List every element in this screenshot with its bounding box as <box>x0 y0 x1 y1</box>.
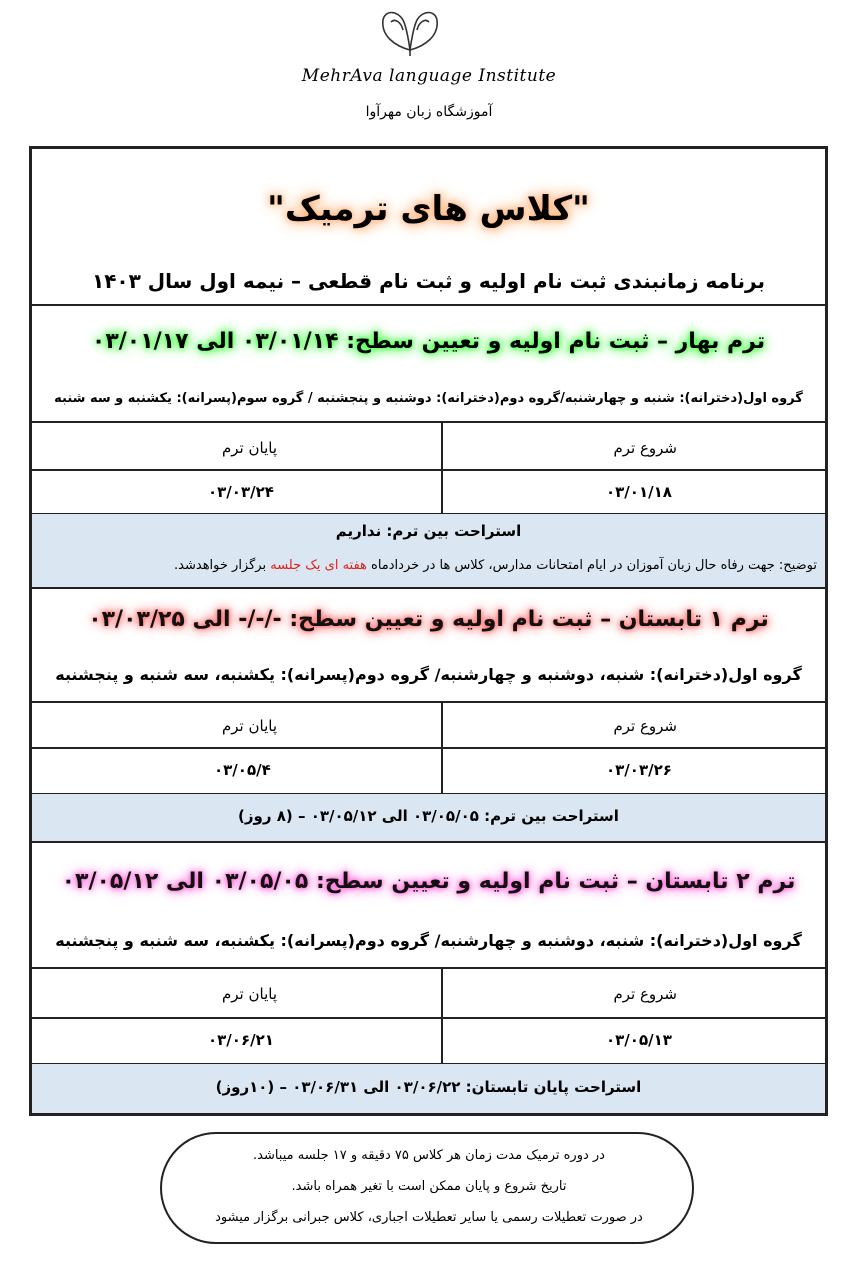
column-divider <box>441 421 443 513</box>
break-band <box>32 794 825 841</box>
butterfly-icon <box>375 6 445 58</box>
break-2-title: استراحت بین ترم: ۰۳/۰۵/۰۵ الی ۰۳/۰۵/۱۲ – (۸ روز) <box>238 807 619 825</box>
divider <box>32 701 825 703</box>
term-spring-end-label: پایان ترم <box>221 439 277 457</box>
divider <box>32 1017 825 1019</box>
term-summer2-heading: ترم ۲ تابستان – ثبت نام اولیه و تعیین سطح: ۰۳/۰۵/۰۵ الی ۰۳/۰۵/۱۲ <box>61 869 796 894</box>
brand-name-fa: آموزشگاه زبان مهرآوا <box>365 104 493 120</box>
page-header <box>0 0 858 140</box>
footer-line-2: تاریخ شروع و پایان ممکن است با تغیر همراه باشد. <box>291 1179 567 1194</box>
column-divider <box>441 701 443 793</box>
term-spring-start-value: ۰۳/۰۱/۱۸ <box>606 483 672 501</box>
column-divider <box>441 967 443 1063</box>
term-spring-heading: ترم بهار – ثبت نام اولیه و تعیین سطح: ۰۳/۰۱/۱۴ الی ۰۳/۰۱/۱۷ <box>91 329 766 354</box>
note-text-end: برگزار خواهدشد. <box>174 558 271 573</box>
term-spring-end-value: ۰۳/۰۳/۲۴ <box>208 483 274 501</box>
term-summer1-groups: گروه اول(دخترانه): شنبه، دوشنبه و چهارشنبه/ گروه دوم(پسرانه): یکشنبه، سه شنبه و پنجشنبه <box>55 665 802 684</box>
divider <box>32 421 825 423</box>
divider <box>32 841 825 843</box>
break-3-title: استراحت پایان تابستان: ۰۳/۰۶/۲۲ الی ۰۳/۰۶/۳۱ – (۱۰روز) <box>215 1078 642 1096</box>
term-summer2-groups: گروه اول(دخترانه): شنبه، دوشنبه و چهارشنبه/ گروه دوم(پسرانه): یکشنبه، سه شنبه و پنجشنبه <box>55 931 802 950</box>
divider <box>32 747 825 749</box>
term-summer2-start-label: شروع ترم <box>613 985 677 1003</box>
document-subtitle: برنامه زمانبندی ثبت نام اولیه و ثبت نام قطعی – نیمه اول سال ۱۴۰۳ <box>91 269 765 293</box>
term-summer1-heading: ترم ۱ تابستان – ثبت نام اولیه و تعیین سطح: -/-/- الی ۰۳/۰۳/۲۵ <box>88 607 769 632</box>
note-highlight: هفته ای یک جلسه <box>270 558 367 573</box>
brand-name-en: MehrAva language Institute <box>301 66 557 86</box>
footer-note <box>160 1132 694 1244</box>
term-summer1-end-label: پایان ترم <box>221 717 277 735</box>
break-1-note <box>174 558 817 573</box>
term-summer1-start-value: ۰۳/۰۳/۲۶ <box>606 761 672 779</box>
divider <box>32 587 825 589</box>
note-text: توضیح: جهت رفاه حال زبان آموزان در ایام امتحانات مدارس، کلاس ها در خردادماه <box>366 558 817 573</box>
document-title: "کلاس های ترمیک" <box>267 189 590 229</box>
divider <box>32 304 825 306</box>
divider <box>32 967 825 969</box>
footer-line-1: در دوره ترمیک مدت زمان هر کلاس ۷۵ دقیقه و ۱۷ جلسه میباشد. <box>253 1148 605 1163</box>
term-summer2-end-label: پایان ترم <box>221 985 277 1003</box>
term-summer2-start-value: ۰۳/۰۵/۱۳ <box>606 1031 672 1049</box>
footer-line-3: در صورت تعطیلات رسمی یا سایر تعطیلات اجباری، کلاس جبرانی برگزار میشود <box>215 1210 643 1225</box>
schedule-frame <box>29 146 828 1116</box>
term-summer1-start-label: شروع ترم <box>613 717 677 735</box>
term-spring-start-label: شروع ترم <box>613 439 677 457</box>
term-summer2-end-value: ۰۳/۰۶/۲۱ <box>208 1031 274 1049</box>
term-spring-groups: گروه اول(دخترانه): شنبه و چهارشنبه/گروه دوم(دخترانه): دوشنبه و پنجشنبه / گروه سوم(پسرانه): یکشنبه و سه شنبه <box>54 391 803 406</box>
term-summer1-end-value: ۰۳/۰۵/۴ <box>214 761 271 779</box>
divider <box>32 469 825 471</box>
break-band <box>32 514 825 587</box>
break-band <box>32 1064 825 1113</box>
break-1-title: استراحت بین ترم: نداریم <box>335 522 522 540</box>
